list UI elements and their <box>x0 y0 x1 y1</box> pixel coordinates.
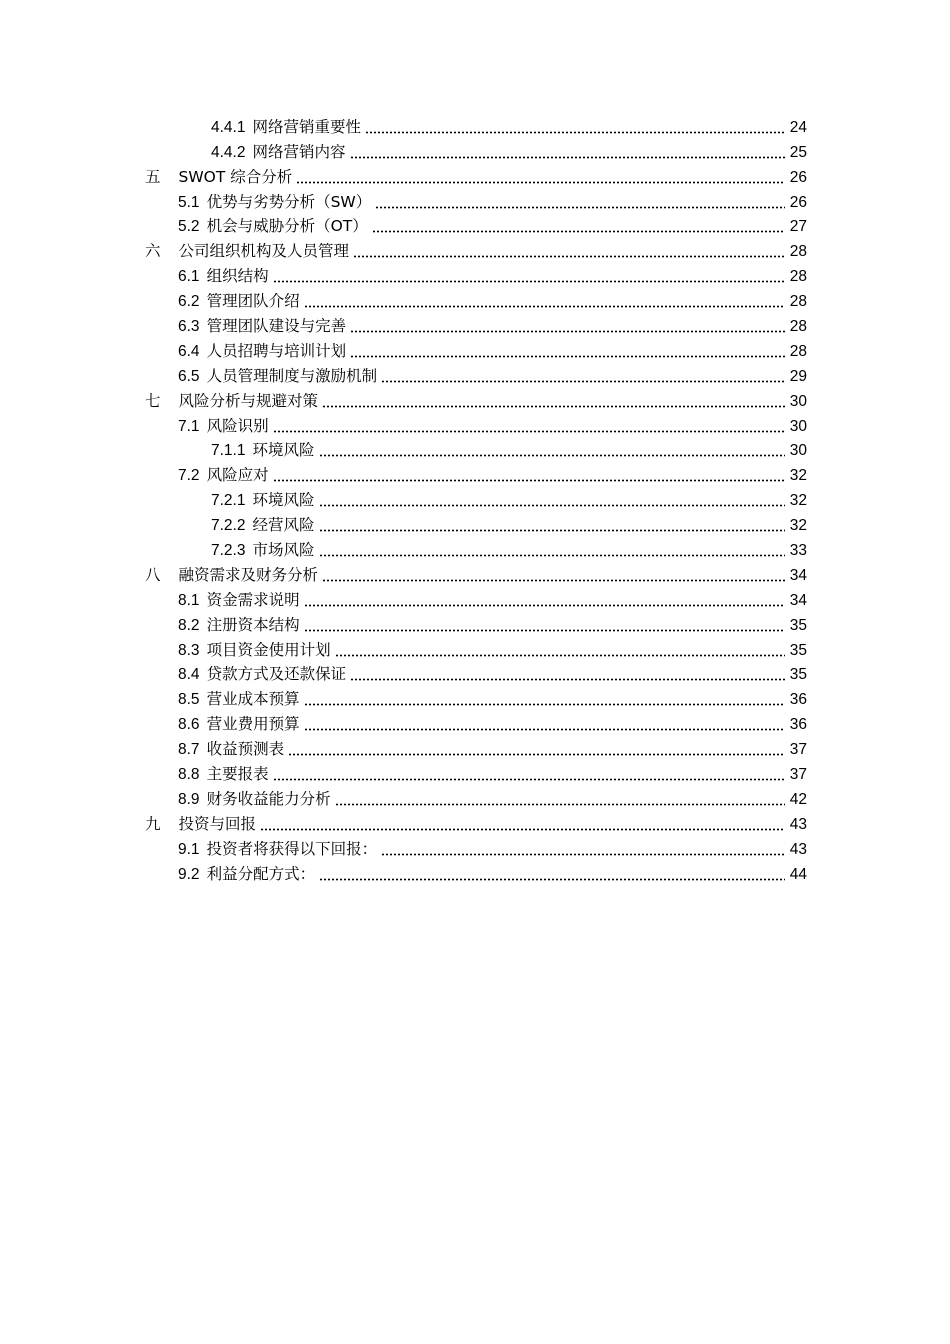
toc-dot-leader <box>350 355 785 358</box>
toc-entry-title <box>211 516 315 535</box>
toc-dot-leader <box>260 828 785 831</box>
toc-entry[interactable] <box>145 535 807 560</box>
toc-entry[interactable] <box>145 336 807 361</box>
toc-entry-text: 经营风险 <box>252 516 315 535</box>
toc-entry-page: 43 <box>789 840 807 858</box>
toc-entry-page: 29 <box>789 367 807 385</box>
toc-entry-text: 风险分析与规避对策 <box>178 391 319 410</box>
toc-entry[interactable] <box>145 560 807 585</box>
toc-entry-number: 8.8 <box>178 766 200 784</box>
toc-dot-leader <box>319 529 786 532</box>
toc-entry-number: 7.1 <box>178 417 200 435</box>
toc-entry-page: 34 <box>789 566 807 584</box>
toc-entry-text: 管理团队建设与完善 <box>206 317 347 336</box>
toc-entry-title <box>145 815 256 834</box>
toc-entry-page: 24 <box>789 118 807 136</box>
toc-entry-number: 8.9 <box>178 790 200 808</box>
toc-entry-page: 28 <box>789 268 807 286</box>
toc-entry-page: 30 <box>789 417 807 435</box>
toc-entry-number: 八 <box>145 566 161 584</box>
toc-entry[interactable] <box>145 859 807 884</box>
toc-dot-leader <box>296 181 785 184</box>
toc-entry-text: SWOT 综合分析 <box>178 167 293 186</box>
toc-entry-text: 网络营销内容 <box>252 142 346 161</box>
toc-dot-leader <box>319 554 786 557</box>
toc-entry-title <box>145 168 292 187</box>
toc-entry-text: 贷款方式及还款保证 <box>206 665 347 684</box>
toc-entry[interactable] <box>145 261 807 286</box>
toc-entry-page: 28 <box>789 318 807 336</box>
toc-entry-page: 28 <box>789 342 807 360</box>
toc-entry-text: 投资者将获得以下回报： <box>206 839 378 858</box>
toc-entry-text: 风险识别 <box>206 416 269 435</box>
toc-entry-number: 7.2.2 <box>211 517 246 535</box>
toc-entry-page: 37 <box>789 741 807 759</box>
toc-entry-title <box>178 790 331 809</box>
toc-entry-page: 44 <box>789 865 807 883</box>
toc-entry-page: 36 <box>789 691 807 709</box>
toc-entry-title <box>178 317 346 336</box>
toc-entry-text: 机会与威胁分析（OT） <box>206 217 368 236</box>
toc-entry[interactable] <box>145 112 807 137</box>
toc-entry-text: 环境风险 <box>252 441 315 460</box>
toc-dot-leader <box>335 654 785 657</box>
toc-entry-title <box>178 292 300 311</box>
toc-dot-leader <box>381 853 785 856</box>
toc-entry-page: 32 <box>789 467 807 485</box>
toc-entry-number: 8.3 <box>178 641 200 659</box>
toc-entry-title <box>145 242 349 261</box>
toc-dot-leader <box>273 778 785 781</box>
toc-dot-leader <box>304 305 785 308</box>
toc-entry-page: 32 <box>789 492 807 510</box>
toc-entry-title <box>211 441 315 460</box>
toc-entry[interactable] <box>145 684 807 709</box>
toc-entry-title <box>178 665 346 684</box>
toc-entry-text: 投资与回报 <box>178 814 257 833</box>
toc-dot-leader <box>304 604 785 607</box>
toc-entry-number: 六 <box>145 243 161 261</box>
toc-entry-text: 财务收益能力分析 <box>206 789 331 808</box>
toc-entry[interactable] <box>145 834 807 859</box>
toc-entry-title <box>178 690 300 709</box>
toc-entry-number: 7.1.1 <box>211 442 246 460</box>
toc-dot-leader <box>350 330 785 333</box>
toc-entry-number: 9.1 <box>178 840 200 858</box>
toc-entry-title <box>178 715 300 734</box>
toc-entry-page: 36 <box>789 716 807 734</box>
toc-entry-title <box>211 491 315 510</box>
toc-entry-number: 5.2 <box>178 218 200 236</box>
toc-entry-title <box>178 840 377 859</box>
toc-entry-number: 8.7 <box>178 741 200 759</box>
toc-entry-title <box>178 342 346 361</box>
toc-entry-number: 8.4 <box>178 666 200 684</box>
toc-entry-number: 九 <box>145 815 161 833</box>
toc-entry-title <box>145 566 318 585</box>
toc-dot-leader <box>319 878 785 881</box>
toc-entry-text: 市场风险 <box>252 541 315 560</box>
toc-dot-leader <box>273 430 785 433</box>
toc-entry-page: 30 <box>789 392 807 410</box>
toc-entry[interactable] <box>145 759 807 784</box>
toc-entry[interactable] <box>145 311 807 336</box>
toc-entry-text: 营业成本预算 <box>206 690 300 709</box>
toc-entry-number: 4.4.1 <box>211 118 246 136</box>
toc-entry-number: 8.2 <box>178 616 200 634</box>
toc-dot-leader <box>304 703 785 706</box>
toc-entry-text: 利益分配方式： <box>206 864 316 883</box>
toc-entry[interactable] <box>145 485 807 510</box>
toc-entry[interactable] <box>145 460 807 485</box>
toc-dot-leader <box>353 255 785 258</box>
toc-entry-number: 七 <box>145 392 161 410</box>
toc-entry-number: 4.4.2 <box>211 143 246 161</box>
toc-entry-page: 28 <box>789 293 807 311</box>
toc-entry[interactable] <box>145 809 807 834</box>
toc-entry-title <box>178 616 300 635</box>
toc-entry-text: 营业费用预算 <box>206 715 300 734</box>
toc-entry[interactable] <box>145 286 807 311</box>
toc-dot-leader <box>288 753 785 756</box>
toc-dot-leader <box>381 380 785 383</box>
toc-entry-number: 7.2 <box>178 467 200 485</box>
toc-entry-page: 37 <box>789 766 807 784</box>
toc-entry-text: 环境风险 <box>252 491 315 510</box>
toc-entry-title <box>145 392 318 411</box>
toc-entry-text: 网络营销重要性 <box>252 117 361 136</box>
toc-entry[interactable] <box>145 187 807 212</box>
toc-entry-text: 管理团队介绍 <box>206 292 300 311</box>
toc-entry-number: 五 <box>145 168 161 186</box>
toc-entry-text: 风险应对 <box>206 466 269 485</box>
toc-dot-leader <box>319 454 786 457</box>
toc-dot-leader <box>273 479 785 482</box>
toc-entry-page: 35 <box>789 641 807 659</box>
toc-entry-page: 35 <box>789 616 807 634</box>
toc-entry-page: 32 <box>789 517 807 535</box>
toc-entry-number: 8.5 <box>178 691 200 709</box>
toc-entry-text: 组织结构 <box>206 267 269 286</box>
toc-entry-title <box>178 193 371 212</box>
toc-entry-page: 34 <box>789 591 807 609</box>
toc-entry-text: 人员管理制度与激励机制 <box>206 366 378 385</box>
toc-entry-title <box>178 591 300 610</box>
toc-entry[interactable] <box>145 734 807 759</box>
toc-entry-title <box>178 865 315 884</box>
toc-entry[interactable] <box>145 660 807 685</box>
toc-entry[interactable] <box>145 610 807 635</box>
toc-entry-number: 5.1 <box>178 193 200 211</box>
toc-dot-leader <box>304 629 785 632</box>
toc-dot-leader <box>273 280 785 283</box>
toc-entry-title <box>178 417 269 436</box>
toc-entry-page: 30 <box>789 442 807 460</box>
toc-entry-page: 43 <box>789 815 807 833</box>
toc-entry-title <box>178 765 269 784</box>
toc-entry-text: 注册资本结构 <box>206 615 300 634</box>
toc-entry-number: 6.5 <box>178 367 200 385</box>
toc-entry[interactable] <box>145 386 807 411</box>
toc-entry-title <box>178 641 331 660</box>
toc-entry-text: 优势与劣势分析（SW） <box>206 192 372 211</box>
toc-entry[interactable] <box>145 510 807 535</box>
toc-entry-page: 28 <box>789 243 807 261</box>
toc-dot-leader <box>304 728 785 731</box>
toc-entry[interactable] <box>145 137 807 162</box>
toc-dot-leader <box>350 156 786 159</box>
toc-entry[interactable] <box>145 436 807 461</box>
toc-entry-text: 主要报表 <box>206 765 269 784</box>
toc-entry-page: 42 <box>789 790 807 808</box>
toc-entry-number: 7.2.3 <box>211 542 246 560</box>
toc-entry-text: 资金需求说明 <box>206 590 300 609</box>
toc-entry-title <box>178 466 269 485</box>
toc-entry[interactable] <box>145 635 807 660</box>
toc-entry-page: 26 <box>789 193 807 211</box>
toc-entry-title <box>211 143 346 162</box>
toc-entry-page: 25 <box>789 143 807 161</box>
toc-entry-text: 收益预测表 <box>206 740 285 759</box>
toc-dot-leader <box>319 504 786 507</box>
table-of-contents <box>145 112 807 884</box>
toc-dot-leader <box>335 803 785 806</box>
toc-entry-number: 8.1 <box>178 591 200 609</box>
toc-entry[interactable] <box>145 411 807 436</box>
toc-entry[interactable] <box>145 784 807 809</box>
toc-entry-title <box>178 367 377 386</box>
toc-entry-title <box>211 541 315 560</box>
toc-entry-page: 26 <box>789 168 807 186</box>
toc-entry-number: 8.6 <box>178 716 200 734</box>
toc-entry-number: 7.2.1 <box>211 492 246 510</box>
toc-entry-text: 项目资金使用计划 <box>206 640 331 659</box>
toc-dot-leader <box>375 206 785 209</box>
toc-entry-title <box>178 217 368 236</box>
toc-entry-page: 35 <box>789 666 807 684</box>
toc-entry-title <box>211 118 361 137</box>
toc-entry-page: 33 <box>789 542 807 560</box>
toc-entry[interactable] <box>145 585 807 610</box>
toc-dot-leader <box>365 131 785 134</box>
toc-dot-leader <box>322 405 785 408</box>
toc-entry-number: 6.3 <box>178 318 200 336</box>
toc-entry[interactable] <box>145 236 807 261</box>
toc-entry-text: 融资需求及财务分析 <box>178 565 319 584</box>
toc-entry-text: 人员招聘与培训计划 <box>206 341 347 360</box>
toc-entry-number: 6.1 <box>178 268 200 286</box>
toc-dot-leader <box>322 579 785 582</box>
toc-entry-number: 9.2 <box>178 865 200 883</box>
toc-entry-page: 27 <box>789 218 807 236</box>
toc-entry-number: 6.4 <box>178 342 200 360</box>
toc-entry[interactable] <box>145 162 807 187</box>
toc-entry-title <box>178 267 269 286</box>
toc-entry[interactable] <box>145 709 807 734</box>
toc-dot-leader <box>372 230 785 233</box>
toc-dot-leader <box>350 678 785 681</box>
toc-entry[interactable] <box>145 212 807 237</box>
toc-entry[interactable] <box>145 361 807 386</box>
toc-entry-title <box>178 740 284 759</box>
toc-entry-text: 公司组织机构及人员管理 <box>178 242 350 261</box>
toc-entry-number: 6.2 <box>178 293 200 311</box>
